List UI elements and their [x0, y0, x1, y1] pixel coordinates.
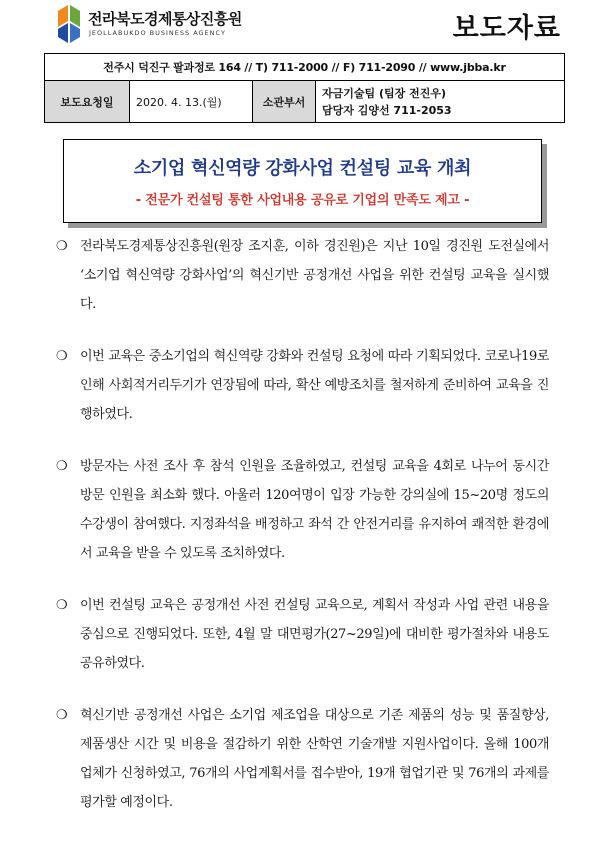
subheadline: - 전문가 컨설팅 통한 사업내용 공유로 기업의 만족도 제고 - — [135, 193, 470, 208]
paragraph — [56, 701, 549, 817]
department-label: 소관부서 — [253, 81, 316, 123]
paragraph — [56, 452, 549, 568]
circle-bullet-icon: ❍ — [56, 459, 68, 474]
paragraph-text: 전라북도경제통상진흥원(원장 조지훈, 이하 경진원)은 지난 10일 경진원 도전실에서 ‘소기업 혁신역량 강화사업’의 혁신기반 공정개선 사업을 위한 컨설팅 교육을 실시했다. — [80, 239, 549, 312]
circle-bullet-icon: ❍ — [56, 598, 68, 613]
org-name: 전라북도경제통상진흥원 — [88, 10, 242, 28]
circle-bullet-icon: ❍ — [56, 239, 68, 254]
agency-logo-icon — [56, 3, 82, 45]
circle-bullet-icon: ❍ — [56, 349, 68, 364]
paragraph-text: 방문자는 사전 조사 후 참석 인원을 조율하였고, 컨설팅 교육을 4회로 나누어 동시간 방문 인원을 최소화 했다. 아울러 120여명이 입장 가능한 강의실에 15~20명 정도의 수강생이 참여했다. 지정좌석을 배정하고 좌석 간 안전거리를 유지하여 쾌적한 환경에서 교육을 받을 수 있도록 조치하였다. — [80, 459, 549, 561]
org-name-english: JEOLLABUKDO BUSINESS AGENCY — [89, 29, 226, 37]
headline: 소기업 혁신역량 강화사업 컨설팅 교육 개최 — [133, 158, 472, 179]
paragraph-text: 이번 교육은 중소기업의 혁신역량 강화와 컨설팅 요청에 따라 기획되었다. 코로나19로 인해 사회적거리두기가 연장됨에 따라, 확산 예방조치를 철저하게 준비하여 교육을 진행하였다. — [80, 349, 549, 422]
paragraph-text: 혁신기반 공정개선 사업은 소기업 제조업을 대상으로 기존 제품의 성능 및 품질향상, 제품생산 시간 및 비용을 절감하기 위한 산학연 기술개발 지원사업이다. 올해 100개 업체가 신청하였고, 76개의 사업계획서를 접수받아, 19개 협업기관 및 76개의 과제를 평가할 예정이다. — [80, 708, 549, 810]
document-type: 보도자료 — [452, 13, 561, 44]
department-staff: 담당자 김양선 711-2053 — [322, 103, 452, 117]
department-contact — [316, 81, 565, 123]
info-table — [44, 53, 565, 123]
circle-bullet-icon: ❍ — [56, 708, 68, 723]
letterhead — [42, 0, 567, 50]
contact-address: 전주시 덕진구 팔과정로 164 // T) 711-2000 // F) 711-2090 // www.jbba.kr — [45, 54, 565, 81]
date-value: 2020. 4. 13.(월) — [130, 81, 253, 123]
paragraph — [56, 591, 549, 678]
paragraph — [56, 232, 549, 319]
date-label: 보도요청일 — [45, 81, 130, 123]
article-body — [56, 232, 549, 817]
headline-box — [63, 139, 542, 223]
department-team: 자금기술팀 (팀장 전진우) — [322, 86, 446, 100]
paragraph-text: 이번 컨설팅 교육은 공정개선 사전 컨설팅 교육으로, 계획서 작성과 사업 관련 내용을 중심으로 진행되었다. 또한, 4월 말 대면평가(27~29일)에 대비한 평가절차와 내용도 공유하였다. — [80, 598, 549, 671]
paragraph — [56, 342, 549, 429]
